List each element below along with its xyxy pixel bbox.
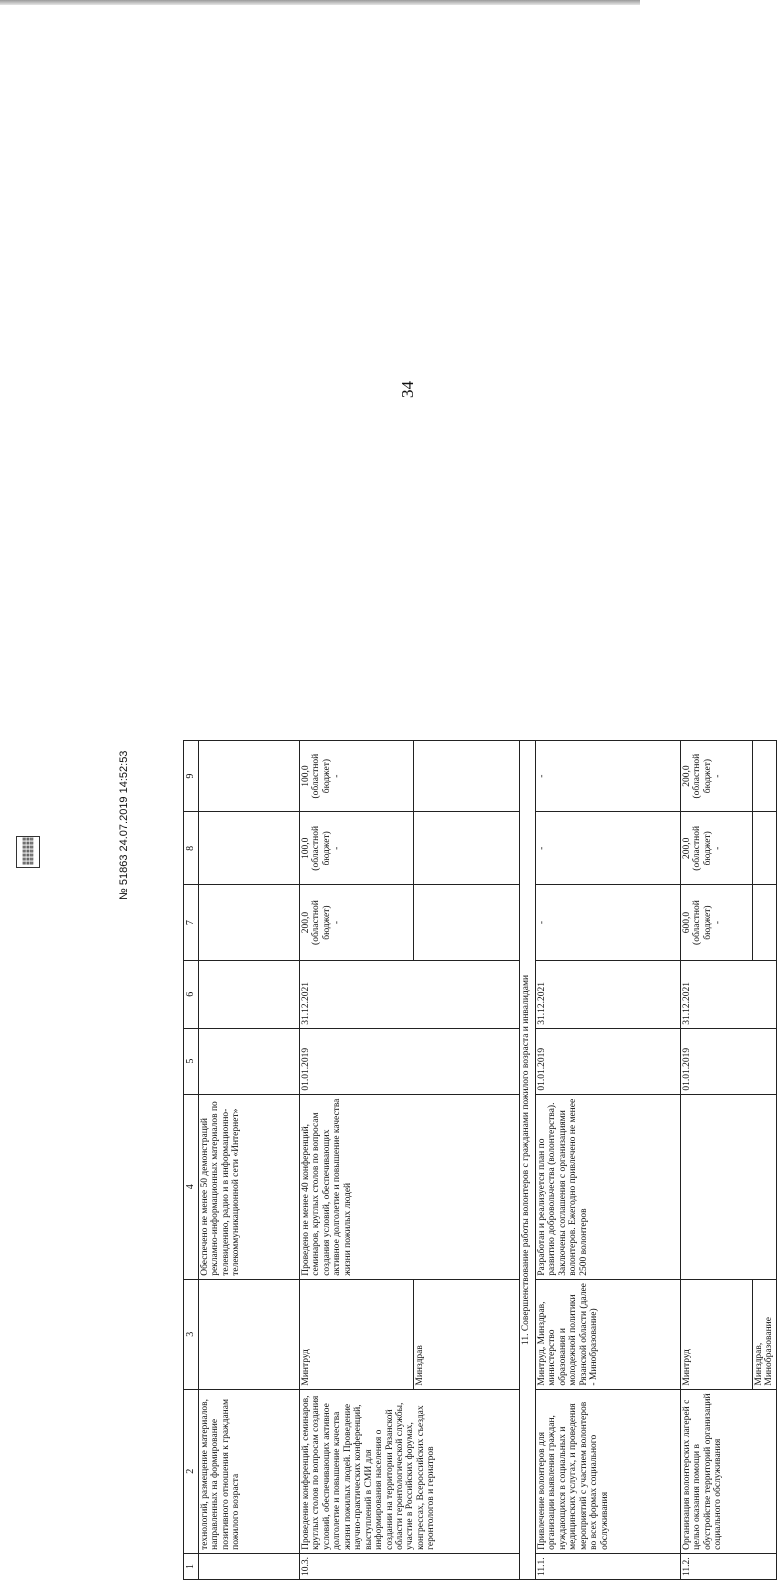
funding-2019 xyxy=(414,885,520,960)
co-executor: Минздрав, Минобразование xyxy=(753,1279,777,1389)
column-number: 6 xyxy=(184,960,199,1028)
funding-2021: 200,0 (областной бюджет) - xyxy=(681,741,753,812)
column-number: 7 xyxy=(184,885,199,960)
column-number: 1 xyxy=(184,1553,199,1579)
measure-name: Проведение конференций, семинаров, круглых столов по вопросам создания условий, обеспечивающих активное долголетие и повышение качества жизни пожилых людей. Проведение научно-практических конференций, выступлений в СМИ для информирования населения о создании на территории Рязанской области геронтологической службы, участие в Российских форумах, конгрессах, Всероссийских съездах геронтологов и гериатров xyxy=(300,1389,520,1553)
executor-cell xyxy=(199,1279,300,1389)
table-row-11-2 xyxy=(681,741,753,1580)
end-date: 31.12.2021 xyxy=(300,960,520,1028)
page-number: 34 xyxy=(398,381,417,398)
column-number: 9 xyxy=(184,741,199,812)
measures-table xyxy=(183,740,777,1580)
funding-2020 xyxy=(753,812,777,885)
funding-2021 xyxy=(414,741,520,812)
end-date: 31.12.2021 xyxy=(536,960,681,1028)
measure-name: технологий, размещение материалов, направленных на формирование позитивного отношения к гражданам пожилого возраста xyxy=(199,1389,300,1553)
expected-result: Обеспечено не менее 50 демонстраций рекламно-информационных материалов по телевидению, радио и в информационно-телекоммуникационной сети «Интернет» xyxy=(199,1094,300,1279)
funding-2021 xyxy=(753,741,777,812)
funding-2020: 100,0 (областной бюджет) - xyxy=(300,812,414,885)
column-number: 2 xyxy=(184,1389,199,1553)
funding-2019 xyxy=(753,885,777,960)
funding-2021: 100,0 (областной бюджет) - xyxy=(300,741,414,812)
row-number: 10.3. xyxy=(300,1553,520,1579)
start-date: 01.01.2019 xyxy=(536,1028,681,1094)
co-executor: Минздрав xyxy=(414,1279,520,1389)
executor: Минтруд xyxy=(300,1279,414,1389)
funding-2019: 200,0 (областной бюджет) - xyxy=(300,885,414,960)
expected-result: Разработан и реализуется план по развитию добровольчества (волонтерства). Заключены соглашения с организациями волонтеров. Ежегодно привлечено не менее 2500 волонтеров xyxy=(536,1094,681,1279)
table-row-11-1 xyxy=(536,741,681,1580)
measure-name: Организация волонтерских лагерей с целью оказания помощи в обустройстве территорий организаций социального обслуживания xyxy=(681,1389,777,1553)
executor: Минтруд, Минздрав, министерство образования и молодежной политики Рязанской области (далее - Минобразование) xyxy=(536,1279,681,1389)
end-date: 31.12.2021 xyxy=(681,960,777,1028)
rotated-table-area xyxy=(183,740,775,1580)
funding-2020: - xyxy=(536,812,681,885)
expected-result xyxy=(681,1094,777,1279)
end-date xyxy=(199,960,300,1028)
measure-name: Привлечение волонтеров для организации выявления граждан, нуждающихся в социальных и медицинских услугах, и проведения мероприятий с участием волонтеров во всех формах социального обслуживания xyxy=(536,1389,681,1553)
start-date: 01.01.2019 xyxy=(681,1028,777,1094)
executor: Минтруд xyxy=(681,1279,753,1389)
funding-2020 xyxy=(414,812,520,885)
start-date xyxy=(199,1028,300,1094)
table-row-10-3 xyxy=(300,741,414,1580)
start-date: 01.01.2019 xyxy=(300,1028,520,1094)
funding-2019: 600,0 (областной бюджет) - xyxy=(681,885,753,960)
scan-top-edge xyxy=(0,0,640,5)
column-number: 4 xyxy=(184,1094,199,1279)
expected-result: Проведено не менее 40 конференций, семинаров, круглых столов по вопросам создания условий, обеспечивающих активное долголетие и повышение качества жизни пожилых людей xyxy=(300,1094,520,1279)
table-row-continuation xyxy=(199,741,300,1580)
column-number: 3 xyxy=(184,1279,199,1389)
section-heading-row xyxy=(520,741,536,1580)
row-number: 11.2. xyxy=(681,1553,777,1579)
row-number: 11.1. xyxy=(536,1553,681,1579)
column-number: 5 xyxy=(184,1028,199,1094)
funding-2019 xyxy=(199,885,300,960)
column-number: 8 xyxy=(184,812,199,885)
barcode-stamp: ▦▦▦ ▦▦▦ ▦▦▦ ▦▦▦ ▦▦▦ ▦▦▦ ▦▦▦ xyxy=(16,836,40,868)
funding-2020: 200,0 (областной бюджет) - xyxy=(681,812,753,885)
column-number-row xyxy=(184,741,199,1580)
funding-2021: - xyxy=(536,741,681,812)
row-number-cell xyxy=(199,1553,300,1579)
funding-2019: - xyxy=(536,885,681,960)
registration-number: № 51863 24.07.2019 14:52:53 xyxy=(118,750,130,900)
funding-2021 xyxy=(199,741,300,812)
section-11-title: 11. Совершенствование работы волонтеров с гражданами пожилого возраста и инвалидами xyxy=(520,741,536,1580)
funding-2020 xyxy=(199,812,300,885)
